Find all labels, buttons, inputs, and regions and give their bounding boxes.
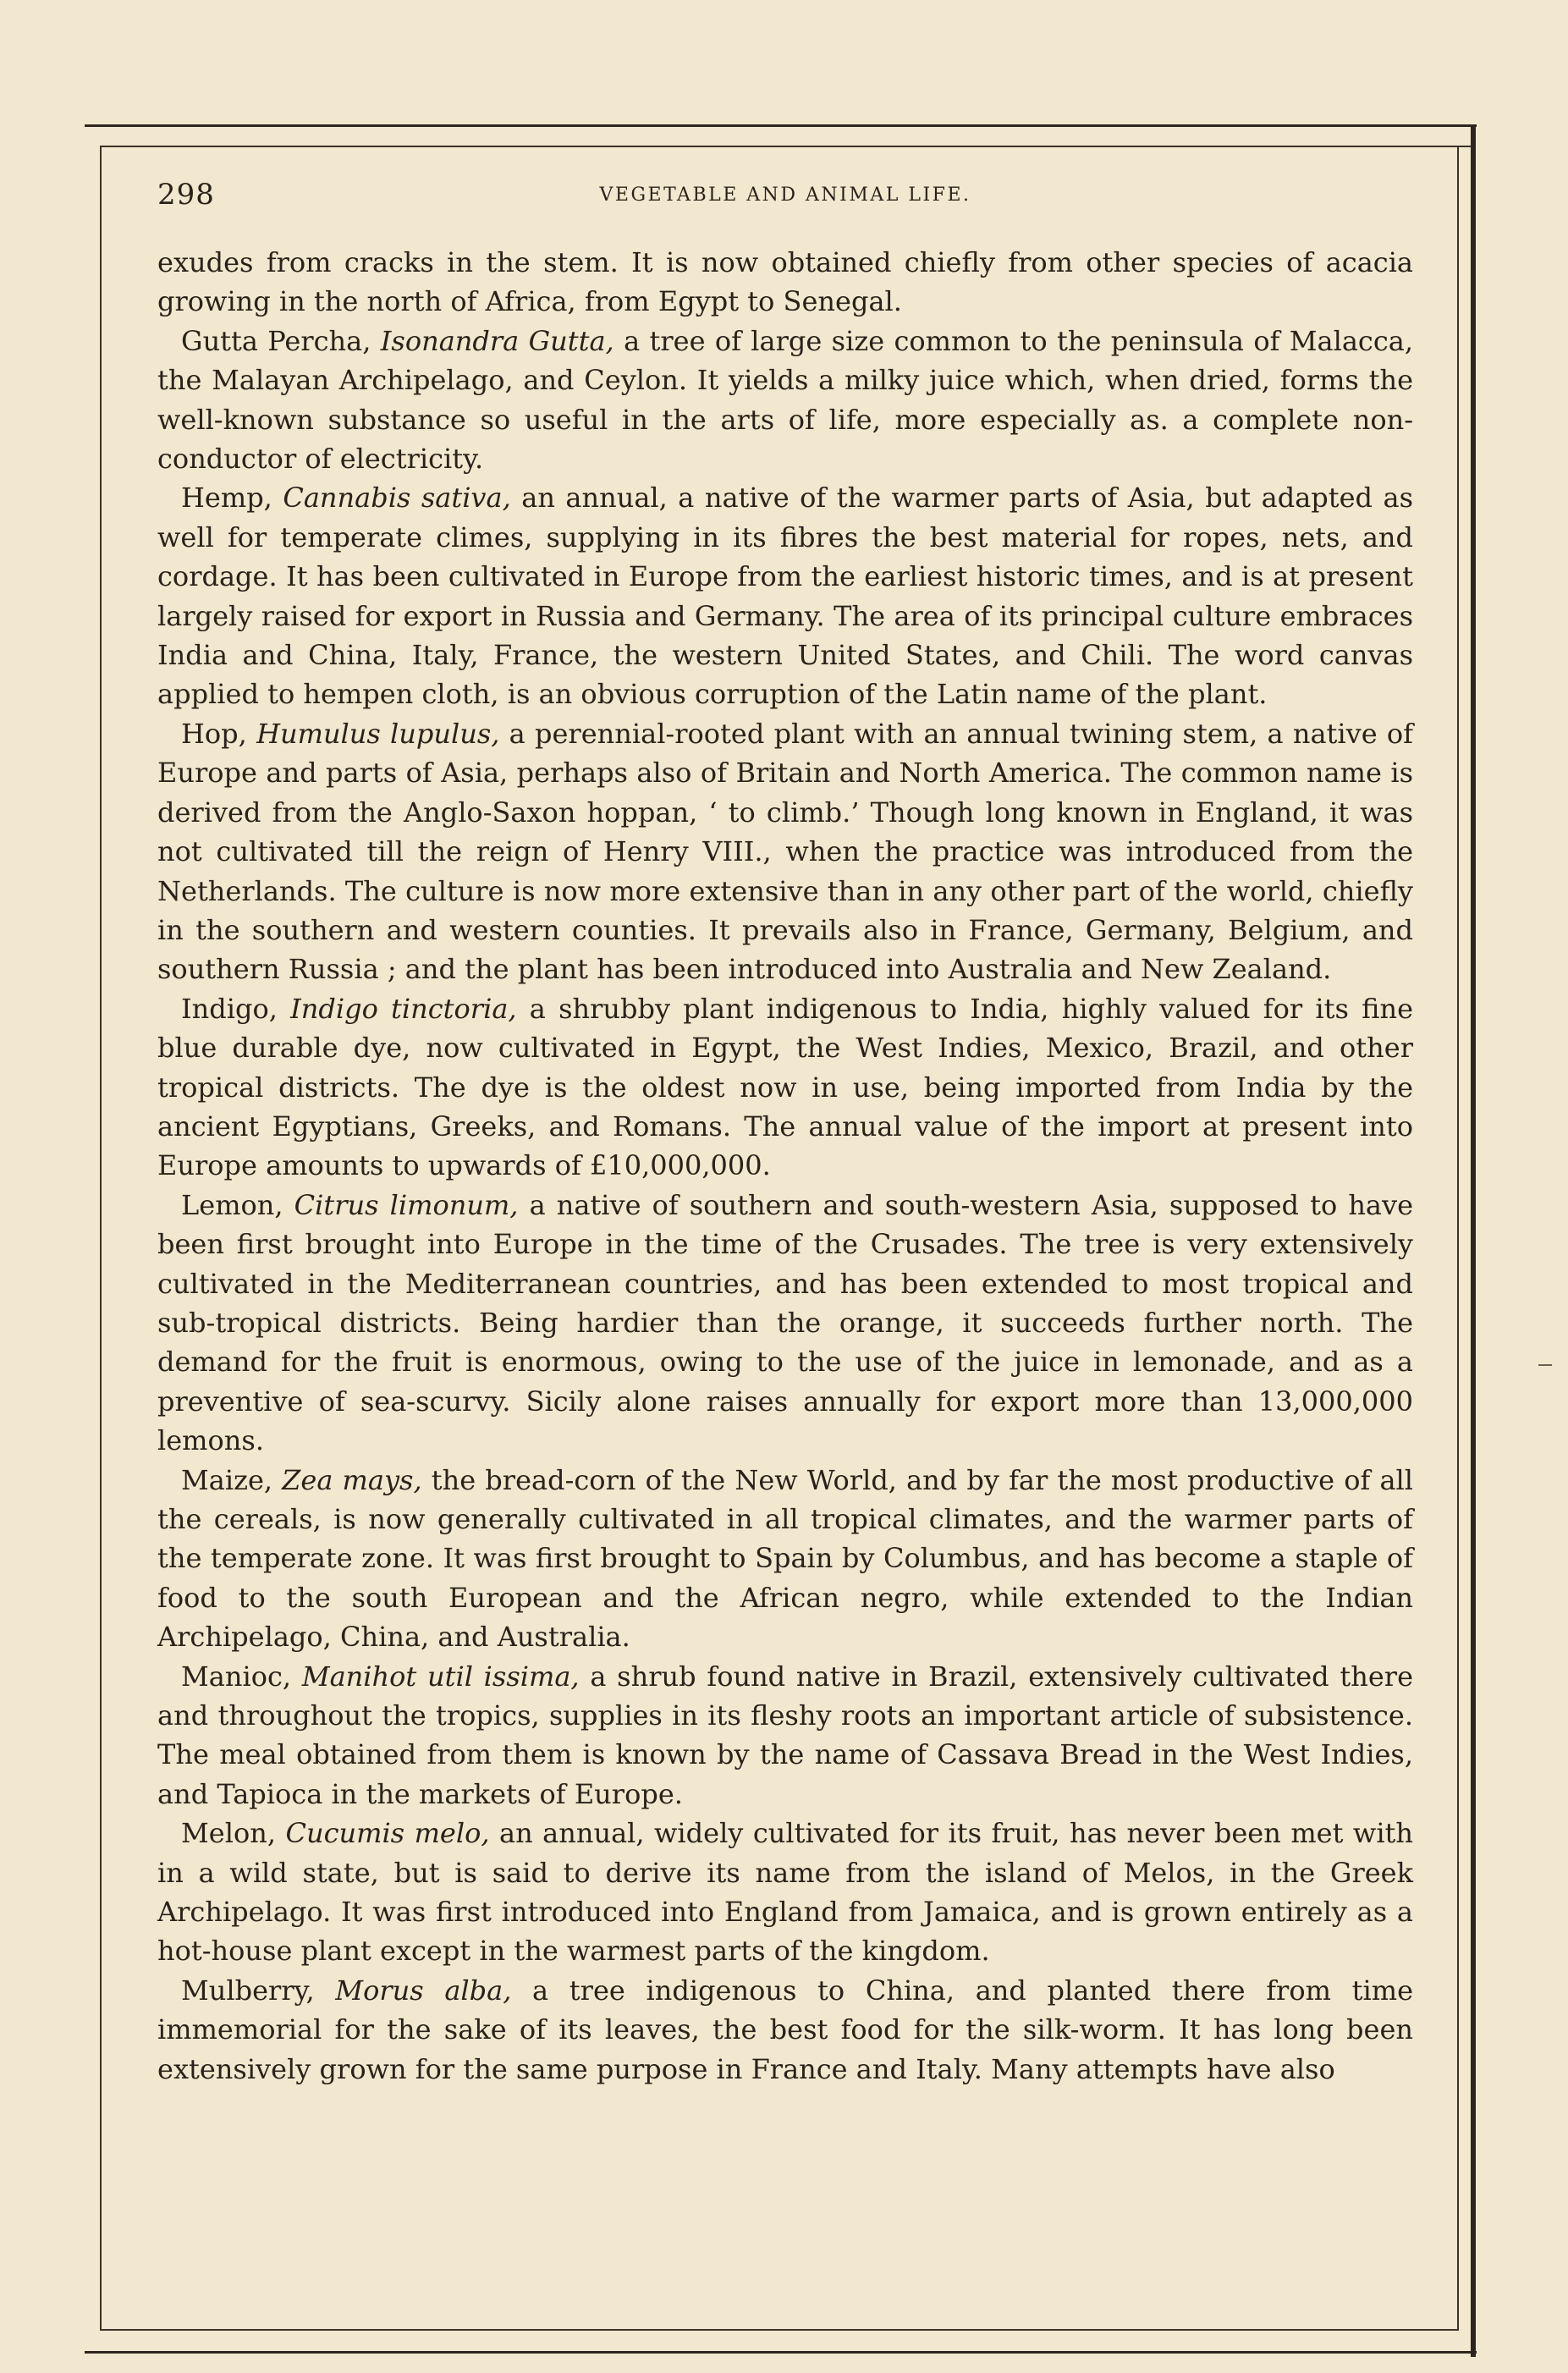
entry-hemp <box>157 478 1413 713</box>
body-text <box>157 243 1413 2089</box>
entry-latin-name: Citrus limonum, <box>294 1188 519 1221</box>
entry-indigo <box>157 989 1413 1186</box>
entry-latin-name: Humulus lupulus, <box>256 717 500 750</box>
page-header <box>157 178 1413 212</box>
entry-head: Maize, <box>181 1463 283 1496</box>
entry-head: Indigo, <box>181 992 291 1025</box>
entry-head: Manioc, <box>181 1660 302 1693</box>
entry-body: a tree of large size common to the peninsula of Malacca, the Malayan Archipelago, and Ceylon. It yields a milky juice which, when dried, forms the well-known substance so useful in the arts of life, more especially as. a complete non-conductor of electricity. <box>157 324 1414 476</box>
entry-body: an annual, a native of the warmer parts of Asia, but adapted as well for temperate climes, supplying in its fibres the best material for ropes, nets, and cordage. It has been cultivated in Europe from the earliest historic times, and is at present largely raised for export in Russia and Germany. The area of its principal culture embraces India and China, Italy, France, the western United States, and Chili. The word canvas applied to hempen cloth, is an obvious corruption of the Latin name of the plant. <box>157 482 1414 711</box>
entry-mulberry <box>157 1971 1413 2089</box>
entry-hop <box>157 714 1413 989</box>
frame-top-inner-rule <box>100 146 1471 147</box>
frame-left-rule <box>100 146 102 2329</box>
entry-latin-name: Isonandra Gutta, <box>380 324 614 357</box>
entry-body: a shrubby plant indigenous to India, highly valued for its fine blue durable dye, now cultivated in Egypt, the West Indies, Mexico, Brazil, and other tropical districts. The dye is the oldest now in use, being imported from India by the ancient Egyptians, Greeks, and Romans. The annual value of the import at present into Europe amounts to upwards of £10,000,000. <box>157 992 1414 1182</box>
running-title: VEGETABLE AND ANIMAL LIFE. <box>599 184 971 206</box>
frame-right-inner-rule <box>1457 146 1459 2329</box>
entry-melon <box>157 1814 1413 1971</box>
entry-manioc <box>157 1657 1413 1814</box>
entry-latin-name: Cucumis melo, <box>285 1817 490 1850</box>
entry-latin-name: Manihot util issima, <box>301 1660 580 1693</box>
entry-lemon <box>157 1186 1413 1461</box>
entry-latin-name: Zea mays, <box>282 1463 422 1496</box>
page-number: 298 <box>157 178 215 212</box>
entry-maize <box>157 1461 1413 1657</box>
frame-top-outer-rule <box>85 124 1477 127</box>
entry-head: Melon, <box>181 1817 286 1850</box>
frame-bottom-inner-rule <box>100 2329 1459 2331</box>
entry-body: a native of southern and south-western Asia, supposed to have been first brought into Europe in the time of the Crusades. The tree is very extensively cultivated in the Mediterranean countries, and has been extended to most tropical and sub-tropical districts. Being hardier than the orange, it succeeds further north. The demand for the fruit is enormous, owing to the use of the juice in lemonade, and as a preventive of sea-scurvy. Sicily alone raises annually for export more than 13,000,000 lemons. <box>157 1188 1414 1457</box>
entry-head: Gutta Percha, <box>181 324 381 357</box>
entry-head: Hemp, <box>181 482 283 515</box>
entry-gutta-percha <box>157 322 1413 479</box>
entry-latin-name: Indigo tinctoria, <box>290 992 517 1025</box>
entry-body: a tree indigenous to China, and planted there from time immemorial for the sake of its leaves, the best food for the silk-worm. It has long been extensively grown for the same purpose in France and Italy. Many attempts have also <box>157 1974 1414 2085</box>
entry-body: the bread-corn of the New World, and by far the most productive of all the cereals, is now generally cultivated in all tropical climates, and the warmer parts of the temperate zone. It was first brought to Spain by Columbus, and has become a staple of food to the south European and the African negro, while extended to the Indian Archipelago, China, and Australia. <box>157 1463 1414 1654</box>
entry-latin-name: Cannabis sativa, <box>283 482 511 515</box>
entry-head: Mulberry, <box>181 1974 336 2007</box>
paragraph-body: exudes from cracks in the stem. It is now obtained chiefly from other species of acacia growing in the north of Africa, from Egypt to Senegal. <box>157 246 1413 318</box>
margin-dash-mark <box>1538 1364 1552 1366</box>
entry-head: Lemon, <box>181 1188 294 1221</box>
frame-right-outer-rule <box>1471 124 1476 2357</box>
entry-body: a perennial-rooted plant with an annual twining stem, a native of Europe and parts of Asia, perhaps also of Britain and North America. The common name is derived from the Anglo-Saxon hoppan, ‘ to climb.’ Though long known in England, it was not cultivated till the reign of Henry VIII., when the practice was introduced from the Netherlands. The culture is now more extensive than in any other part of the world, chiefly in the southern and western counties. It prevails also in France, Germany, Belgium, and southern Russia ; and the plant has been introduced into Australia and New Zealand. <box>157 717 1414 986</box>
frame-bottom-outer-rule <box>85 2351 1477 2354</box>
entry-body: a shrub found native in Brazil, extensively cultivated there and throughout the tropics, supplies in its fleshy roots an important article of subsistence. The meal obtained from them is known by the name of Cassava Bread in the West Indies, and Tapioca in the markets of Europe. <box>157 1660 1414 1810</box>
entry-head: Hop, <box>181 717 257 750</box>
paragraph-continuation <box>157 243 1413 322</box>
entry-body: an annual, widely cultivated for its fruit, has never been met with in a wild state, but is said to derive its name from the island of Melos, in the Greek Archipelago. It was first introduced into England from Jamaica, and is grown entirely as a hot-house plant except in the warmest parts of the kingdom. <box>157 1817 1414 1968</box>
entry-latin-name: Morus alba, <box>335 1974 512 2007</box>
